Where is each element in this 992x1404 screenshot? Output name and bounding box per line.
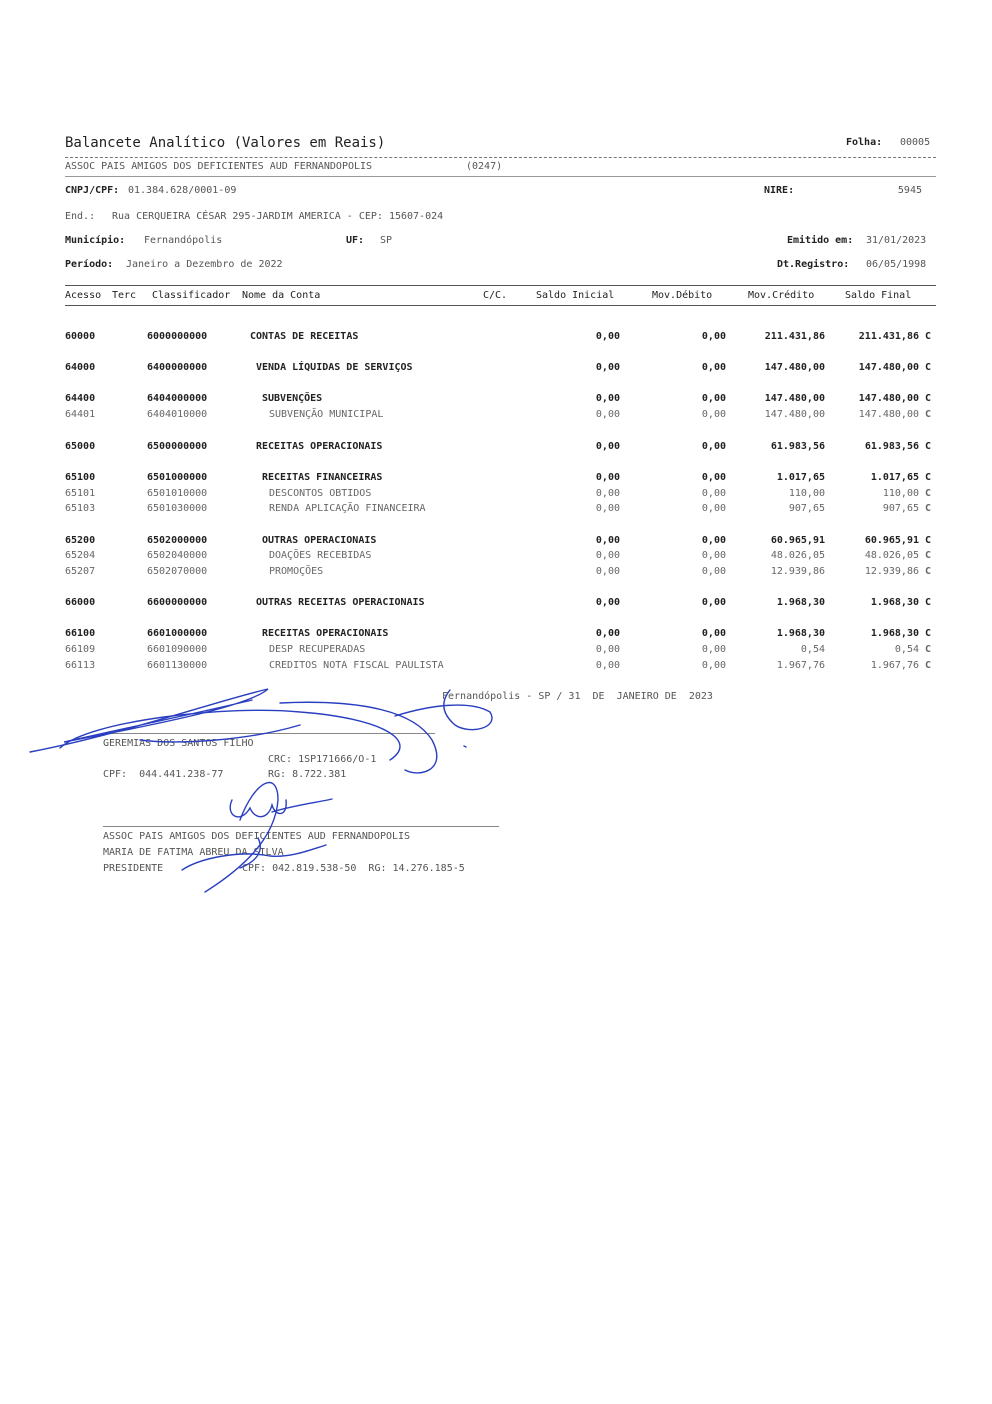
accountant-rg: RG: 8.722.381: [268, 769, 347, 780]
cell-mov-debito: 0,00: [701, 597, 726, 608]
cell-saldo-final: 61.983,56: [864, 441, 919, 452]
accountant-signature-dot: [464, 746, 466, 747]
cell-saldo-final: 147.480,00: [858, 362, 919, 373]
table-row: [0, 566, 992, 580]
place-date: Fernandópolis - SP / 31 DE JANEIRO DE 2023: [442, 691, 713, 702]
cell-saldo-final: 1.968,30: [870, 597, 919, 608]
cell-nome-conta: OUTRAS OPERACIONAIS: [262, 535, 377, 546]
table-row: [0, 441, 992, 455]
cell-mov-credito: 1.017,65: [776, 472, 825, 483]
table-row: [0, 488, 992, 502]
cell-classificador: 6501030000: [147, 503, 208, 514]
cell-classificador: 6502000000: [147, 535, 208, 546]
cell-nome-conta: CONTAS DE RECEITAS: [250, 331, 359, 342]
cell-classificador: 6502040000: [147, 550, 208, 561]
cell-acesso: 64000: [65, 362, 96, 373]
cell-mov-credito: 0,54: [800, 644, 825, 655]
cell-mov-debito: 0,00: [701, 644, 726, 655]
cell-saldo-final: 1.967,76: [870, 660, 919, 671]
cell-mov-debito: 0,00: [701, 660, 726, 671]
accountant-name: GEREMIAS DOS SANTOS FILHO: [103, 738, 254, 749]
cnpj-value: 01.384.628/0001-09: [128, 185, 237, 196]
cell-saldo-final: 147.480,00: [858, 393, 919, 404]
table-row: [0, 644, 992, 658]
cell-saldo-final: 1.968,30: [870, 628, 919, 639]
entity-divider: [65, 176, 936, 177]
cell-mov-credito: 1.968,30: [776, 597, 825, 608]
cell-mov-credito: 61.983,56: [770, 441, 825, 452]
cell-saldo-inicial: 0,00: [595, 550, 620, 561]
cell-saldo-final: 48.026,05: [864, 550, 919, 561]
cell-saldo-final: 60.965,91: [864, 535, 919, 546]
president-role: PRESIDENTE: [103, 863, 164, 874]
cell-acesso: 65101: [65, 488, 96, 499]
table-row: [0, 409, 992, 423]
cell-nome-conta: DESCONTOS OBTIDOS: [269, 488, 372, 499]
col-cc: C/C.: [483, 290, 508, 301]
cell-cd-flag: C: [925, 331, 932, 342]
cell-cd-flag: C: [925, 597, 932, 608]
cell-cd-flag: C: [925, 503, 932, 514]
president-signature-stroke-3: [272, 799, 332, 812]
cell-nome-conta: SUBVENÇÃO MUNICIPAL: [269, 409, 384, 420]
cell-saldo-inicial: 0,00: [595, 441, 620, 452]
cell-saldo-inicial: 0,00: [595, 331, 620, 342]
cell-saldo-final: 211.431,86: [858, 331, 919, 342]
cell-nome-conta: RECEITAS FINANCEIRAS: [262, 472, 383, 483]
cell-classificador: 6600000000: [147, 597, 208, 608]
cell-mov-credito: 1.967,76: [776, 660, 825, 671]
cell-acesso: 66100: [65, 628, 96, 639]
cell-saldo-inicial: 0,00: [595, 566, 620, 577]
municipio-value: Fernandópolis: [144, 235, 223, 246]
cell-mov-debito: 0,00: [701, 331, 726, 342]
cell-acesso: 65207: [65, 566, 96, 577]
cell-mov-debito: 0,00: [701, 503, 726, 514]
periodo-value: Janeiro a Dezembro de 2022: [126, 259, 283, 270]
table-row: [0, 535, 992, 549]
table-row: [0, 331, 992, 345]
accountant-signature-line: [103, 733, 435, 734]
cell-saldo-inicial: 0,00: [595, 535, 620, 546]
cell-saldo-final: 0,54: [894, 644, 919, 655]
cell-nome-conta: CREDITOS NOTA FISCAL PAULISTA: [269, 660, 444, 671]
table-row: [0, 628, 992, 642]
cell-mov-debito: 0,00: [701, 566, 726, 577]
president-name: MARIA DE FATIMA ABREU DA SILVA: [103, 847, 284, 858]
cell-cd-flag: C: [925, 660, 932, 671]
cell-mov-debito: 0,00: [701, 409, 726, 420]
cell-mov-credito: 211.431,86: [764, 331, 825, 342]
col-acesso: Acesso: [65, 290, 102, 301]
folha-value: 00005: [900, 137, 931, 148]
cell-cd-flag: C: [925, 566, 932, 577]
municipio-label: Município:: [65, 235, 126, 246]
address-value: Rua CERQUEIRA CÉSAR 295-JARDIM AMERICA - CEP: 15607-024: [112, 211, 444, 222]
cell-saldo-inicial: 0,00: [595, 644, 620, 655]
cell-saldo-inicial: 0,00: [595, 409, 620, 420]
nire-value: 5945: [897, 185, 922, 196]
cell-classificador: 6404010000: [147, 409, 208, 420]
cell-saldo-final: 907,65: [882, 503, 919, 514]
cell-mov-credito: 110,00: [788, 488, 825, 499]
cell-mov-debito: 0,00: [701, 393, 726, 404]
cell-classificador: 6404000000: [147, 393, 208, 404]
president-cpf-rg: CPF: 042.819.538-50 RG: 14.276.185-5: [242, 863, 465, 874]
entity-name-footer: ASSOC PAIS AMIGOS DOS DEFICIENTES AUD FERNANDOPOLIS: [103, 831, 411, 842]
cell-mov-credito: 48.026,05: [770, 550, 825, 561]
cell-classificador: 6000000000: [147, 331, 208, 342]
cell-cd-flag: C: [925, 362, 932, 373]
cell-classificador: 6500000000: [147, 441, 208, 452]
cell-classificador: 6601090000: [147, 644, 208, 655]
registro-label: Dt.Registro:: [777, 259, 850, 270]
emitido-value: 31/01/2023: [866, 235, 927, 246]
cell-classificador: 6501010000: [147, 488, 208, 499]
cell-mov-debito: 0,00: [701, 488, 726, 499]
cell-mov-debito: 0,00: [701, 628, 726, 639]
cell-cd-flag: C: [925, 409, 932, 420]
col-mov-debito: Mov.Débito: [652, 290, 713, 301]
cell-nome-conta: VENDA LÍQUIDAS DE SERVIÇOS: [256, 362, 413, 373]
nire-label: NIRE:: [764, 185, 795, 196]
cell-acesso: 65000: [65, 441, 96, 452]
cell-acesso: 64401: [65, 409, 96, 420]
table-row: [0, 362, 992, 376]
cell-cd-flag: C: [925, 550, 932, 561]
periodo-label: Período:: [65, 259, 114, 270]
cell-acesso: 65103: [65, 503, 96, 514]
cell-nome-conta: DESP RECUPERADAS: [269, 644, 366, 655]
col-mov-credito: Mov.Crédito: [748, 290, 815, 301]
cell-nome-conta: RENDA APLICAÇÃO FINANCEIRA: [269, 503, 426, 514]
cell-classificador: 6400000000: [147, 362, 208, 373]
cell-mov-debito: 0,00: [701, 550, 726, 561]
cell-mov-credito: 12.939,86: [770, 566, 825, 577]
col-classificador: Classificador: [152, 290, 231, 301]
columns-bottom-rule: [65, 305, 936, 306]
cell-acesso: 65200: [65, 535, 96, 546]
cnpj-label: CNPJ/CPF:: [65, 185, 120, 196]
cell-mov-debito: 0,00: [701, 472, 726, 483]
cell-cd-flag: C: [925, 472, 932, 483]
table-row: [0, 503, 992, 517]
cell-saldo-inicial: 0,00: [595, 628, 620, 639]
page-title: Balancete Analítico (Valores em Reais): [65, 135, 386, 151]
emitido-label: Emitido em:: [787, 235, 854, 246]
cell-saldo-inicial: 0,00: [595, 393, 620, 404]
cell-saldo-inicial: 0,00: [595, 597, 620, 608]
accountant-crc: CRC: 1SP171666/O-1: [268, 754, 377, 765]
cell-saldo-inicial: 0,00: [595, 488, 620, 499]
cell-nome-conta: PROMOÇÕES: [269, 566, 324, 577]
registro-value: 06/05/1998: [866, 259, 927, 270]
cell-mov-credito: 60.965,91: [770, 535, 825, 546]
president-signature-stroke-1: [230, 800, 286, 817]
columns-top-rule: [65, 285, 936, 286]
cell-mov-debito: 0,00: [701, 362, 726, 373]
cell-acesso: 65204: [65, 550, 96, 561]
address-label: End.:: [65, 211, 96, 222]
folha-label: Folha:: [846, 137, 883, 148]
uf-label: UF:: [346, 235, 365, 246]
col-nome: Nome da Conta: [242, 290, 321, 301]
table-row: [0, 597, 992, 611]
cell-mov-credito: 907,65: [788, 503, 825, 514]
table-row: [0, 393, 992, 407]
table-row: [0, 472, 992, 486]
cell-nome-conta: SUBVENÇÕES: [262, 393, 323, 404]
cell-classificador: 6502070000: [147, 566, 208, 577]
col-saldo-inicial: Saldo Inicial: [536, 290, 615, 301]
cell-saldo-inicial: 0,00: [595, 362, 620, 373]
cell-classificador: 6601000000: [147, 628, 208, 639]
cell-mov-credito: 147.480,00: [764, 393, 825, 404]
cell-cd-flag: C: [925, 488, 932, 499]
cell-nome-conta: RECEITAS OPERACIONAIS: [256, 441, 383, 452]
title-divider: [65, 157, 936, 158]
cell-cd-flag: C: [925, 393, 932, 404]
cell-saldo-inicial: 0,00: [595, 472, 620, 483]
accountant-cpf: CPF: 044.441.238-77: [103, 769, 224, 780]
cell-saldo-inicial: 0,00: [595, 503, 620, 514]
cell-nome-conta: OUTRAS RECEITAS OPERACIONAIS: [256, 597, 425, 608]
uf-value: SP: [380, 235, 393, 246]
cell-cd-flag: C: [925, 644, 932, 655]
cell-saldo-inicial: 0,00: [595, 660, 620, 671]
cell-classificador: 6501000000: [147, 472, 208, 483]
entity-code: (0247): [466, 161, 503, 172]
cell-cd-flag: C: [925, 535, 932, 546]
cell-mov-debito: 0,00: [701, 535, 726, 546]
entity-name: ASSOC PAIS AMIGOS DOS DEFICIENTES AUD FERNANDOPOLIS: [65, 161, 373, 172]
cell-acesso: 60000: [65, 331, 96, 342]
cell-cd-flag: C: [925, 441, 932, 452]
table-row: [0, 660, 992, 674]
cell-mov-credito: 147.480,00: [764, 409, 825, 420]
col-saldo-final: Saldo Final: [845, 290, 912, 301]
col-terc: Terc: [112, 290, 137, 301]
president-signature-line: [103, 826, 499, 827]
cell-acesso: 66109: [65, 644, 96, 655]
cell-cd-flag: C: [925, 628, 932, 639]
cell-classificador: 6601130000: [147, 660, 208, 671]
cell-mov-debito: 0,00: [701, 441, 726, 452]
cell-mov-credito: 1.968,30: [776, 628, 825, 639]
cell-acesso: 64400: [65, 393, 96, 404]
cell-mov-credito: 147.480,00: [764, 362, 825, 373]
accountant-signature-stroke-2: [60, 710, 400, 760]
cell-nome-conta: RECEITAS OPERACIONAIS: [262, 628, 389, 639]
cell-acesso: 65100: [65, 472, 96, 483]
cell-saldo-final: 147.480,00: [858, 409, 919, 420]
cell-acesso: 66000: [65, 597, 96, 608]
cell-saldo-final: 12.939,86: [864, 566, 919, 577]
cell-acesso: 66113: [65, 660, 96, 671]
cell-nome-conta: DOAÇÕES RECEBIDAS: [269, 550, 372, 561]
cell-saldo-final: 110,00: [882, 488, 919, 499]
table-row: [0, 550, 992, 564]
cell-saldo-final: 1.017,65: [870, 472, 919, 483]
